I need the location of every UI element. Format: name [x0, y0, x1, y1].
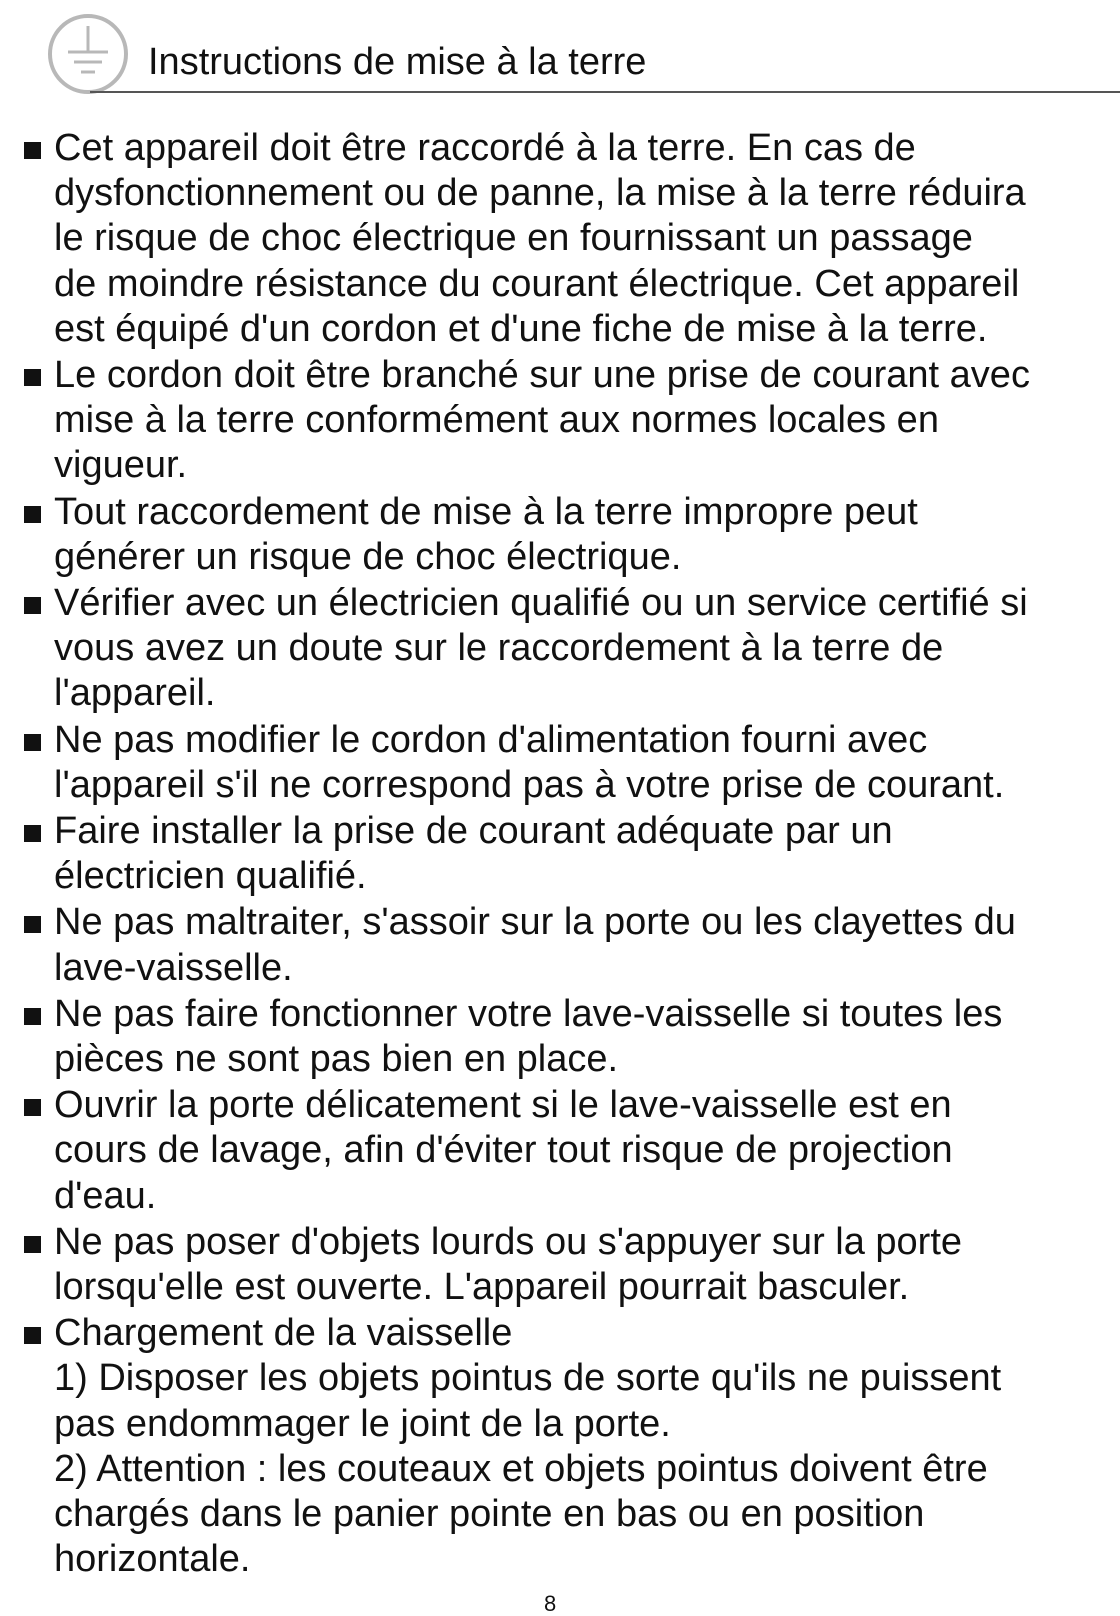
instruction-line: vous avez un doute sur le raccordement à la terre de: [54, 627, 944, 670]
instruction-line: Tout raccordement de mise à la terre impropre peut: [54, 490, 918, 533]
square-bullet-icon: [24, 369, 41, 386]
instruction-line: Cet appareil doit être raccordé à la terre. En cas de: [54, 127, 916, 169]
instruction-item: [24, 581, 1114, 717]
instruction-text: [54, 718, 1114, 808]
instruction-text: [54, 126, 1114, 352]
instruction-item: [24, 900, 1114, 990]
instruction-line: l'appareil s'il ne correspond pas à votre prise de courant.: [54, 763, 1005, 806]
instruction-line: est équipé d'un cordon et d'une fiche de mise à la terre.: [54, 307, 988, 350]
instruction-line: Chargement de la vaisselle: [54, 1312, 513, 1355]
instruction-item: [24, 718, 1114, 808]
earth-ground-icon: [46, 12, 130, 96]
instruction-line: Vérifier avec un électricien qualifié ou un service certifié si: [54, 582, 1028, 625]
square-bullet-icon: [24, 1099, 41, 1116]
instruction-line: pièces ne sont pas bien en place.: [54, 1038, 619, 1081]
square-bullet-icon: [24, 1236, 41, 1253]
instruction-line: Ne pas poser d'objets lourds ou s'appuyer sur la porte: [54, 1220, 963, 1263]
instruction-text: [54, 900, 1114, 990]
instruction-text: [54, 992, 1114, 1082]
page-title: Instructions de mise à la terre: [148, 41, 647, 83]
instruction-line: Le cordon doit être branché sur une prise de courant avec: [54, 354, 1030, 397]
instruction-item: [24, 1311, 1114, 1582]
instruction-line: pas endommager le joint de la porte.: [54, 1402, 671, 1445]
instruction-line: dysfonctionnement ou de panne, la mise à la terre réduira: [54, 172, 1026, 215]
instruction-line: Ne pas modifier le cordon d'alimentation fourni avec: [54, 718, 928, 761]
square-bullet-icon: [24, 1327, 41, 1344]
instruction-item: [24, 126, 1114, 352]
instruction-text: [54, 353, 1114, 489]
instruction-text: [54, 1083, 1114, 1219]
square-bullet-icon: [24, 734, 41, 751]
instruction-text: [54, 490, 1114, 580]
instruction-text: [54, 1311, 1114, 1582]
instruction-text: [54, 809, 1114, 899]
instruction-item: [24, 992, 1114, 1082]
square-bullet-icon: [24, 506, 41, 523]
instruction-item: [24, 809, 1114, 899]
instruction-item: [24, 353, 1114, 489]
page-number: 8: [544, 1591, 557, 1616]
instruction-line: Faire installer la prise de courant adéquate par un: [54, 810, 893, 853]
instruction-line: 1) Disposer les objets pointus de sorte qu'ils ne puissent: [54, 1357, 1002, 1400]
instruction-line: d'eau.: [54, 1174, 157, 1217]
square-bullet-icon: [24, 1008, 41, 1025]
square-bullet-icon: [24, 597, 41, 614]
instruction-list: [24, 126, 1114, 1584]
instruction-line: vigueur.: [54, 444, 188, 487]
square-bullet-icon: [24, 825, 41, 842]
instruction-line: chargés dans le panier pointe en bas ou en position: [54, 1493, 925, 1536]
instruction-line: horizontale.: [54, 1538, 251, 1581]
section-header: [46, 12, 1078, 96]
instruction-line: mise à la terre conformément aux normes locales en: [54, 399, 939, 442]
instruction-line: Ouvrir la porte délicatement si le lave-vaisselle est en: [54, 1084, 952, 1127]
title-underline: [90, 91, 1120, 93]
instruction-line: Ne pas maltraiter, s'assoir sur la porte ou les clayettes du: [54, 901, 1016, 944]
instruction-line: l'appareil.: [54, 672, 216, 715]
instruction-item: [24, 1083, 1114, 1219]
instruction-line: 2) Attention : les couteaux et objets pointus doivent être: [54, 1447, 988, 1490]
instruction-line: électricien qualifié.: [54, 855, 367, 898]
instruction-item: [24, 490, 1114, 580]
instruction-line: cours de lavage, afin d'éviter tout risque de projection: [54, 1129, 953, 1172]
instruction-item: [24, 1220, 1114, 1310]
instruction-line: lorsqu'elle est ouverte. L'appareil pourrait basculer.: [54, 1266, 910, 1309]
instruction-line: Ne pas faire fonctionner votre lave-vaisselle si toutes les: [54, 992, 1003, 1035]
instruction-line: générer un risque de choc électrique.: [54, 535, 682, 578]
instruction-text: [54, 1220, 1114, 1310]
instruction-line: de moindre résistance du courant électrique. Cet appareil: [54, 262, 1020, 305]
instruction-text: [54, 581, 1114, 717]
square-bullet-icon: [24, 142, 41, 159]
instruction-line: lave-vaisselle.: [54, 946, 293, 989]
square-bullet-icon: [24, 916, 41, 933]
instruction-line: le risque de choc électrique en fournissant un passage: [54, 217, 973, 260]
